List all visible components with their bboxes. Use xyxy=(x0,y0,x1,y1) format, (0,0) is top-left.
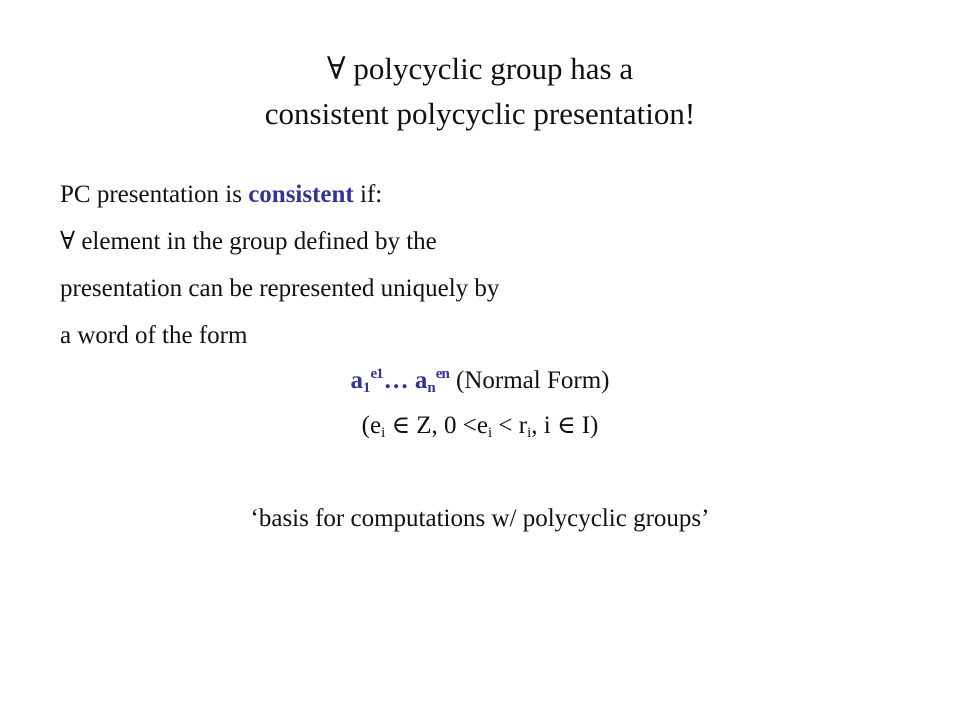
intro-line xyxy=(60,180,382,210)
normal-form-expression: $a_1^{e1}\dots$ $a_n$ xyxy=(350,366,436,396)
consistent-keyword: consistent xyxy=(248,181,354,208)
title-line-1: ∀ polycyclic group has a xyxy=(326,51,634,86)
normal-form-line: $a_1^{e1}\dots$ $a_n^{en}$ (Normal Form) xyxy=(350,366,610,396)
basis-quote: ‘basis for computations w/ polycyclic groups’ xyxy=(250,505,710,532)
body-line-3: presentation can be represented uniquely by xyxy=(60,275,500,302)
normal-form-label: (Normal Form) xyxy=(449,367,610,394)
intro-suffix: if: xyxy=(353,181,383,208)
intro-text: PC presentation is xyxy=(60,181,249,208)
title-line-2: consistent polycyclic presentation! xyxy=(264,96,696,131)
body-line-2: ∀ element in the group defined by the xyxy=(60,228,437,255)
body-line-4: a word of the form xyxy=(60,322,248,349)
slide-title xyxy=(0,46,960,136)
condition-line: ($e_i$ ∈ Z, $0 <e_i < r_i$, i ∈ I) xyxy=(361,412,599,441)
